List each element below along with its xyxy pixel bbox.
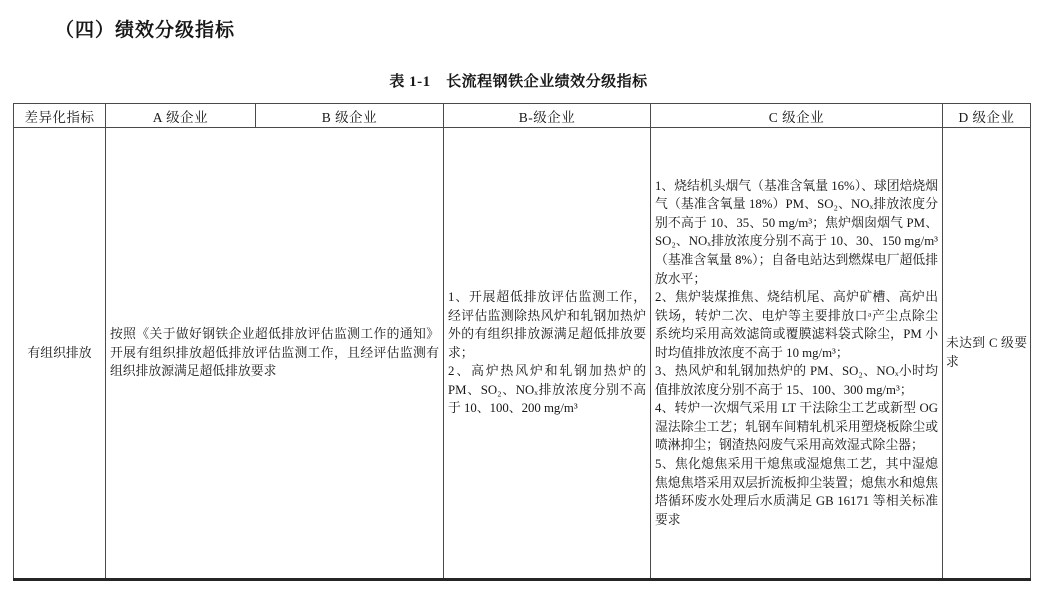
- cell-grade-d: 未达到 C 级要求: [943, 128, 1031, 580]
- grade-c-item: 1、烧结机头烟气（基准含氧量 16%）、球团焙烧烟气（基准含氧量 18%）PM、SO₂、NOₓ排放浓度分别不高于 10、35、50 mg/m³；焦炉烟囱烟气 PM、SO₂、NOₓ排放浓度分别不高于 10、30、150 mg/m³（基准含氧量 8%）；自备电站达到燃煤电厂超低排放水平；: [655, 178, 938, 286]
- table-row-organized-emissions: [14, 128, 1031, 580]
- col-header-grade-c: C 级企业: [651, 104, 943, 128]
- table-title: 表 1-1 长流程钢铁企业绩效分级指标: [389, 74, 648, 90]
- section-heading: （四）绩效分级指标: [55, 20, 236, 41]
- grade-c-item: 3、热风炉和轧钢加热炉的 PM、SO₂、NOₓ小时均值排放浓度分别不高于 15、100、300 mg/m³；: [655, 364, 938, 397]
- grade-b-minus-item: 1、开展超低排放评估监测工作，经评估监测除热风炉和轧钢加热炉外的有组织排放源满足超低排放要求；: [448, 290, 646, 360]
- col-header-grade-b: B 级企业: [256, 104, 444, 128]
- grade-b-minus-item: 2、高炉热风炉和轧钢加热炉的 PM、SO₂、NOₓ排放浓度分别不高于 10、100、200 mg/m³: [448, 364, 646, 416]
- cell-grade-b-minus: [444, 128, 651, 580]
- col-header-grade-d: D 级企业: [943, 104, 1031, 128]
- row-label-organized-emissions: 有组织排放: [14, 128, 106, 580]
- table-header-row: [14, 104, 1031, 128]
- col-header-grade-b-minus: B-级企业: [444, 104, 651, 128]
- col-header-grade-a: A 级企业: [106, 104, 256, 128]
- grade-c-item: 2、焦炉装煤推焦、烧结机尾、高炉矿槽、高炉出铁场，转炉二次、电炉等主要排放口ᵃ产尘点除尘系统均采用高效滤筒或覆膜滤料袋式除尘，PM 小时均值排放浓度不高于 10 mg/m³；: [655, 290, 938, 360]
- grade-c-item: 4、转炉一次烟气采用 LT 干法除尘工艺或新型 OG 湿法除尘工艺；轧钢车间精轧机采用塑烧板除尘或喷淋抑尘；钢渣热闷废气采用高效湿式除尘器；: [655, 401, 938, 453]
- cell-grade-c: [651, 128, 943, 580]
- grade-c-item: 5、焦化熄焦采用干熄焦或湿熄焦工艺，其中湿熄焦熄焦塔采用双层折流板抑尘装置；熄焦水和熄焦塔循环废水处理后水质满足 GB 16171 等相关标准要求: [655, 457, 938, 527]
- cell-grade-a-b-merged: 按照《关于做好钢铁企业超低排放评估监测工作的通知》开展有组织排放超低排放评估监测工作，且经评估监测有组织排放源满足超低排放要求: [106, 128, 444, 580]
- col-header-differentiation-indicator: 差异化指标: [14, 104, 106, 128]
- performance-grading-table: [13, 103, 1031, 581]
